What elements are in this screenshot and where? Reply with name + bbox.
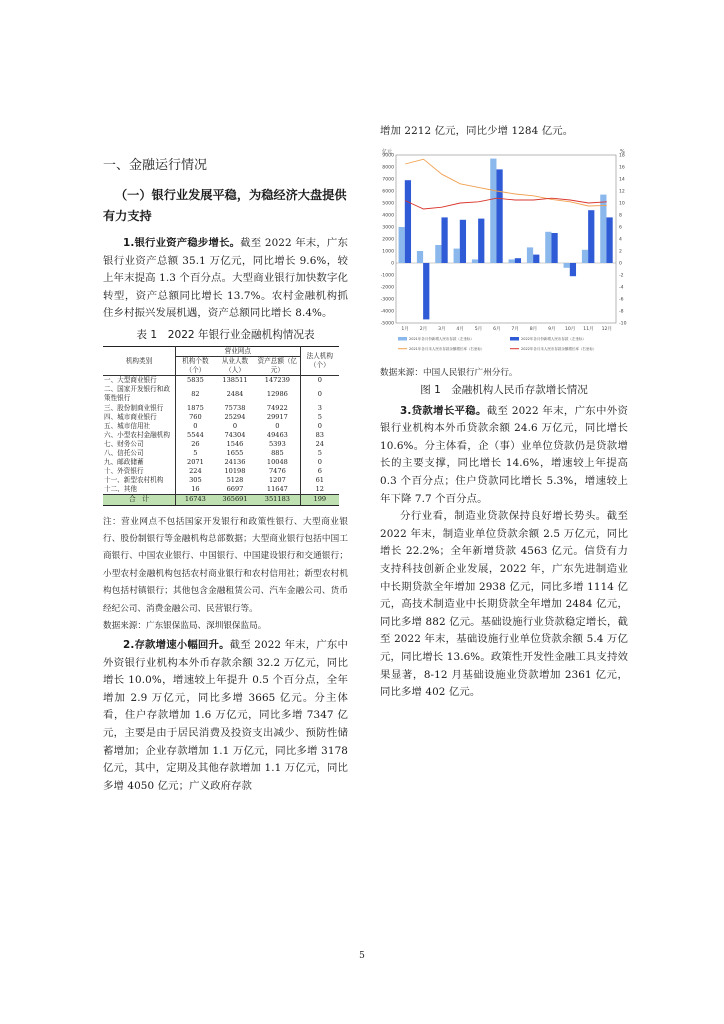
row-name: 三、股份制商业银行 (103, 404, 176, 413)
row-count: 5 (193, 449, 198, 457)
left-tick-label: 6000 (382, 189, 394, 195)
row-count: 82 (191, 389, 200, 398)
row-assets: 0 (275, 421, 280, 430)
row-legal: 83 (300, 431, 339, 440)
row-name: 二、国家开发银行和政策性银行 (103, 385, 176, 403)
left-tick-label: -3000 (380, 297, 394, 303)
left-tick-label: 4000 (382, 213, 394, 219)
table-row (103, 376, 339, 386)
paragraph-deposits (103, 637, 348, 795)
table-row (103, 476, 339, 485)
row-staff: 24136 (224, 458, 246, 467)
right-tick-label: -2 (619, 273, 624, 279)
row-legal: 6 (300, 467, 339, 476)
row-name: 六、小型农村金融机构 (103, 431, 176, 440)
section-title: 一、金融运行情况 (103, 158, 208, 173)
total-name: 合 计 (103, 495, 176, 505)
table-row (103, 458, 339, 467)
row-name: 十一、新型农村机构 (103, 476, 176, 485)
row-name: 四、城市商业银行 (103, 413, 176, 422)
row-staff: 2484 (226, 389, 244, 398)
row-count: 760 (189, 412, 202, 421)
x-tick-label: 7月 (511, 326, 519, 332)
left-tick-label: 9000 (382, 153, 394, 159)
row-legal: 61 (300, 476, 339, 485)
row-assets: 885 (271, 449, 284, 457)
row-count: 0 (193, 421, 198, 430)
row-staff: 75738 (224, 403, 246, 412)
right-tick-label: -10 (619, 321, 627, 327)
bar-2021 (490, 158, 496, 262)
row-staff: 1546 (226, 439, 244, 448)
table-caption: 表 1 2022 年银行业金融机构情况表 (136, 328, 315, 341)
bar-2021 (527, 247, 533, 263)
legend-label: 2022年各月末人民币存款余额增长率（右坐标） (521, 346, 597, 351)
table-row (103, 404, 339, 413)
bar-2021 (399, 227, 405, 263)
bar-2021 (545, 231, 551, 262)
total-staff: 365691 (215, 495, 255, 505)
row-name: 十、外资银行 (103, 467, 176, 476)
right-column (380, 123, 628, 702)
bar-2021 (564, 263, 570, 268)
left-tick-label: 8000 (382, 165, 394, 171)
row-count: 16 (191, 485, 200, 494)
table-row (103, 422, 339, 431)
bar-2021 (582, 249, 588, 262)
row-assets: 12986 (266, 389, 288, 398)
right-tick-label: -6 (619, 297, 624, 303)
col-header-count: 机构个数（个） (176, 357, 215, 376)
col-header-assets: 资产总额（亿元） (255, 357, 300, 376)
bar-2022 (533, 254, 539, 262)
deposit-growth-chart (372, 145, 634, 363)
paragraph-loans-heading: 3.贷款增长平稳。 (400, 404, 487, 417)
institutions-table (103, 346, 339, 506)
x-tick-label: 3月 (438, 326, 446, 332)
left-tick-label: 2000 (382, 237, 394, 243)
x-tick-label: 10月 (564, 326, 576, 332)
row-assets: 10048 (266, 458, 288, 467)
table-source: 数据来源：广东银保监局、深圳银保监局。 (103, 621, 267, 631)
col-header-legal: 法人机构（个） (300, 346, 339, 375)
x-tick-label: 12月 (601, 326, 613, 332)
bar-2022 (478, 218, 484, 262)
row-assets: 74922 (266, 403, 288, 412)
table-row (103, 385, 339, 403)
page-number: 5 (359, 951, 365, 961)
right-tick-label: -8 (619, 309, 624, 315)
bar-2022 (515, 258, 521, 263)
bar-2021 (454, 248, 460, 262)
table-row (103, 413, 339, 422)
paragraph-loans (380, 403, 628, 509)
right-axis-unit: % (620, 148, 625, 155)
row-staff: 10198 (224, 467, 246, 476)
paragraph-assets (103, 235, 348, 323)
table-row (103, 467, 339, 476)
bar-2022 (570, 263, 576, 276)
left-tick-label: 7000 (382, 177, 394, 183)
row-count: 5544 (187, 430, 204, 439)
total-assets: 351183 (255, 495, 300, 505)
bar-2022 (405, 180, 411, 263)
legend-label: 2022年各月份新增人民币存款（左坐标） (521, 336, 586, 341)
paragraph-deposits-heading: 2.存款增速小幅回升。 (123, 639, 230, 651)
row-assets: 1207 (268, 476, 286, 485)
right-tick-label: -4 (619, 285, 624, 291)
table-row (103, 449, 339, 458)
bar-2022 (606, 217, 612, 263)
left-tick-label: -4000 (380, 309, 394, 315)
row-legal: 3 (300, 404, 339, 413)
bar-2022 (496, 169, 502, 263)
row-name: 九、邮政储蓄 (103, 458, 176, 467)
row-name: 一、大型商业银行 (103, 376, 176, 386)
row-staff: 138511 (222, 376, 248, 385)
left-tick-label: -1000 (380, 273, 394, 279)
legend-label: 2021年各月份新增人民币存款（左坐标） (409, 336, 474, 341)
legend-label: 2021年各月末人民币存款余额增长率（右坐标） (409, 346, 485, 351)
row-legal: 0 (300, 458, 339, 467)
bar-2021 (417, 251, 423, 263)
left-tick-label: 5000 (382, 201, 394, 207)
paragraph-deposits-text: 截至 2022 年末，广东中外资银行业机构本外币存款余额 32.2 万亿元，同比增长 10.0%，增速较上年提升 0.5 个百分点，全年增加 2.9 万亿元，同比多增 3665 亿元。分主体看，住户存款增加 1.6 万亿元，同比多增 7347 亿元，主要是由于居民消费及投资支出减少、预防性储蓄增加；企业存款增加 1.1 万亿元，同比多增 3178 亿元，其中，定期及其他存款增加 1.1 万亿元，同比多增 4050 亿元；广义政府存款 (103, 639, 348, 792)
bar-2022 (551, 233, 557, 263)
left-tick-label: 3000 (382, 225, 394, 231)
x-tick-label: 5月 (474, 326, 483, 332)
bar-2021 (472, 259, 478, 263)
bar-2022 (460, 219, 466, 262)
row-staff: 1655 (226, 449, 244, 457)
bar-2021 (509, 259, 515, 263)
right-tick-label: 18 (619, 153, 625, 159)
bar-2021 (600, 194, 606, 262)
figure-caption: 图 1 金融机构人民币存款增长情况 (420, 383, 588, 396)
figure-source: 数据来源：中国人民银行广州分行。 (380, 367, 518, 378)
row-count: 224 (189, 467, 202, 476)
row-legal: 24 (300, 440, 339, 449)
paragraph-assets-text: 截至 2022 年末，广东银行业资产总额 35.1 万亿元，同比增长 9.6%，较上年末提高 1.3 个百分点。大型商业银行加快数字化转型，资产总额同比增长 13.7%。农村金融机构抓住乡村振兴发展机遇，资产总额同比增长 8.4%。 (103, 237, 348, 320)
legend-swatch (398, 337, 407, 341)
legend-swatch (510, 337, 519, 341)
bar-2022 (441, 217, 447, 263)
right-tick-label: 8 (619, 213, 622, 219)
row-legal: 0 (300, 385, 339, 403)
total-count: 16743 (176, 495, 215, 505)
row-assets: 147239 (264, 376, 290, 385)
table-row (103, 431, 339, 440)
row-count: 26 (191, 439, 200, 448)
x-tick-label: 4月 (456, 326, 464, 332)
right-tick-label: 0 (619, 261, 622, 267)
bar-2022 (423, 263, 429, 319)
paragraph-deposits-continued: 增加 2212 亿元，同比少增 1284 亿元。 (380, 125, 574, 137)
row-legal: 0 (300, 422, 339, 431)
row-assets: 49463 (266, 430, 288, 439)
row-assets: 5393 (268, 439, 286, 448)
right-tick-label: 4 (619, 237, 622, 243)
x-tick-label: 2月 (419, 326, 428, 332)
paragraph-loans-text: 截至 2022 年末，广东中外资银行业机构本外币贷款余额 24.6 万亿元，同比增长 10.6%。分主体看，企（事）业单位贷款仍是贷款增长的主要支撑，同比增长 14.6%，增速较上年提高 0.3 个百分点；住户贷款同比增长 5.3%，增速较上年下降 7.7 个百分点。 (380, 404, 628, 505)
row-name: 八、信托公司 (103, 449, 176, 458)
row-assets: 11647 (266, 485, 288, 494)
row-assets: 7476 (268, 467, 286, 476)
bar-2021 (435, 245, 441, 263)
left-column (103, 150, 348, 795)
x-tick-label: 1月 (401, 326, 409, 332)
bar-2022 (588, 210, 594, 263)
right-tick-label: 16 (619, 165, 625, 171)
table-row (103, 440, 339, 449)
row-assets: 29917 (266, 412, 288, 421)
row-name: 十二、其他 (103, 485, 176, 495)
row-legal: 5 (300, 413, 339, 422)
total-legal: 199 (300, 495, 339, 505)
right-tick-label: 6 (619, 225, 622, 231)
row-count: 5835 (187, 376, 204, 385)
right-tick-label: 10 (619, 201, 625, 207)
left-tick-label: -5000 (380, 321, 394, 327)
row-staff: 5128 (226, 476, 244, 485)
col-header-category: 机构类别 (103, 346, 176, 375)
left-tick-label: 0 (391, 261, 394, 267)
row-name: 五、城市信用社 (103, 422, 176, 431)
table-total-row (103, 495, 339, 505)
row-legal: 5 (300, 449, 339, 458)
row-legal: 12 (300, 485, 339, 495)
left-axis-unit: 亿元 (381, 148, 392, 155)
row-staff: 25294 (224, 412, 246, 421)
x-tick-label: 11月 (583, 326, 594, 332)
x-tick-label: 9月 (548, 326, 556, 332)
x-tick-label: 6月 (493, 326, 501, 332)
paragraph-assets-heading: 1.银行业资产稳步增长。 (123, 237, 241, 249)
row-legal: 0 (300, 376, 339, 386)
right-tick-label: 2 (619, 249, 622, 255)
row-staff: 0 (232, 421, 238, 430)
paragraph-industry: 分行业看，制造业贷款保持良好增长势头。截至 2022 年末，制造业单位贷款余额 2.5 万亿元，同比增长 22.2%；全年新增贷款 4563 亿元。信贷有力支持科技创新企业发展，2022 年，广东先进制造业中长期贷款全年增加 2938 亿元，同比多增 1114 亿元，高技术制造业中长期贷款全年增加 2484 亿元，同比多增 882 亿元。基础设施行业贷款稳定增长，截至 2022 年末，基础设施行业单位贷款余额 5.4 万亿元，同比增长 13.6%。政策性开发性金融工具支持效果显著，8-12 月基础设施业贷款增加 2361 亿元，同比多增 402 亿元。 (380, 510, 628, 699)
table-row (103, 485, 339, 495)
left-tick-label: 1000 (382, 249, 394, 255)
row-name: 七、财务公司 (103, 440, 176, 449)
table-note: 注：营业网点不包括国家开发银行和政策性银行、大型商业银行、股份制银行等金融机构总部数据；大型商业银行包括中国工商银行、中国农业银行、中国银行、中国建设银行和交通银行；小型农村金融机构包括农村商业银行和农村信用社；新型农村机构包括村镇银行；其他包含金融租赁公司、汽车金融公司、货币经纪公司、消费金融公司、民营银行等。 (103, 516, 348, 614)
right-tick-label: 12 (619, 189, 625, 195)
row-count: 305 (189, 476, 202, 485)
col-header-group: 营业网点 (176, 346, 301, 356)
subsection-title: （一）银行业发展平稳，为稳经济大盘提供有力支持 (103, 188, 347, 223)
right-tick-label: 14 (619, 177, 625, 183)
row-staff: 74304 (224, 430, 246, 439)
left-tick-label: -2000 (380, 285, 394, 291)
row-count: 2071 (187, 458, 204, 467)
row-staff: 6697 (226, 485, 244, 494)
x-tick-label: 8月 (529, 326, 538, 332)
col-header-staff: 从业人数（人） (215, 357, 255, 376)
row-count: 1875 (187, 403, 204, 412)
